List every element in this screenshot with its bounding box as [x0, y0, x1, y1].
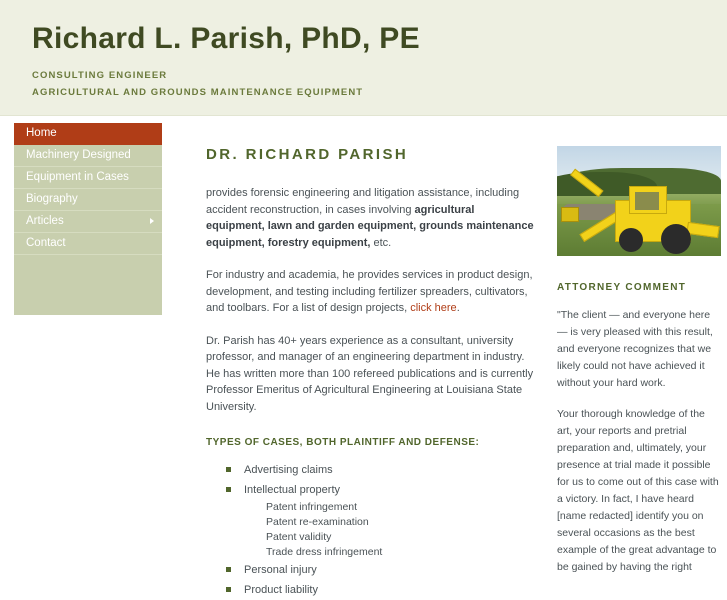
intro-text-a: provides forensic engineering and litigation assistance, including accident reconstruction, in cases involving [206, 187, 520, 216]
sidebar-item-biography[interactable] [14, 189, 162, 211]
list-item [226, 460, 536, 480]
sidebar-item-equipment-in-cases[interactable] [14, 167, 162, 189]
case-type-label: Personal injury [244, 564, 317, 576]
site-header [0, 0, 727, 116]
services-text-b: . [456, 302, 460, 314]
list-item [226, 480, 536, 560]
sidebar-item-contact[interactable] [14, 233, 162, 255]
sidebar-item-label: Articles [26, 215, 64, 227]
case-types-list [206, 460, 536, 600]
photo-rear-wheel [661, 224, 691, 254]
cases-heading: TYPES OF CASES, BOTH PLAINTIFF AND DEFENSE: [206, 437, 480, 448]
photo-bucket [561, 207, 579, 222]
page-title: Richard L. Parish, PhD, PE [32, 22, 420, 55]
chevron-right-icon [150, 218, 154, 224]
sidebar-item-articles[interactable] [14, 211, 162, 233]
photo-cab-glass [635, 192, 659, 210]
case-type-label: Intellectual property [244, 484, 340, 496]
sidebar-item-label: Contact [26, 237, 66, 249]
sidebar-item-label: Biography [26, 193, 78, 205]
services-paragraph [206, 267, 536, 317]
list-item: Trade dress infringement [266, 546, 383, 558]
attorney-quote-second: Your thorough knowledge of the art, your reports and pretrial preparation and, ultimately, your presence at trial made it possible for us to come out of this case with a victory. In fact, I have heard [name redacted] identify you on several occasions as the best example of the great advantage to be gained by having the right [557, 408, 719, 573]
main-content [206, 146, 536, 600]
list-item [226, 560, 536, 580]
tagline-primary: CONSULTING ENGINEER [32, 70, 168, 81]
services-text-a: For industry and academia, he provides services in product design, development, and testing including fertilizer spreaders, cultivators, and toolbars. For a list of design projects, [206, 269, 533, 314]
tagline-secondary: AGRICULTURAL AND GROUNDS MAINTENANCE EQUIPMENT [32, 87, 364, 98]
sidebar-item-label: Home [26, 127, 57, 139]
list-item: Patent infringement [266, 501, 358, 513]
list-item: Patent validity [266, 531, 332, 543]
list-item: Patent re-examination [266, 516, 369, 528]
photo-front-wheel [619, 228, 643, 252]
attorney-quote-first: "The client — and everyone here — is very pleased with this result, and everyone recognizes that we likely could not have achieved it without your hard work. [557, 309, 713, 389]
design-projects-link[interactable]: click here [410, 302, 457, 314]
intro-paragraph [206, 185, 536, 251]
sidebar-item-home[interactable] [14, 123, 162, 145]
intro-text-bold: agricultural equipment, lawn and garden equipment, grounds maintenance equipment, forestry equipment, [206, 203, 534, 249]
case-sublist [244, 500, 536, 560]
case-type-label: Advertising claims [244, 464, 333, 476]
content-heading: DR. RICHARD PARISH [206, 146, 409, 163]
body-wrapper [0, 116, 727, 596]
backhoe-loader-photo [557, 146, 721, 256]
right-column [557, 146, 721, 590]
sidebar-nav [14, 123, 162, 315]
sidebar-item-label: Machinery Designed [26, 149, 131, 161]
intro-text-b: etc. [370, 236, 392, 249]
sidebar-item-label: Equipment in Cases [26, 171, 129, 183]
experience-paragraph: Dr. Parish has 40+ years experience as a consultant, university professor, and manager of an engineering department in industry. He has written more than 100 refereed publications and is currently Professor Emeritus of Agricultural Engineering at Louisiana State University. [206, 334, 534, 413]
list-item [226, 580, 536, 600]
sidebar-item-machinery-designed[interactable] [14, 145, 162, 167]
case-type-label: Product liability [244, 584, 318, 596]
attorney-comment-heading: ATTORNEY COMMENT [557, 282, 687, 293]
